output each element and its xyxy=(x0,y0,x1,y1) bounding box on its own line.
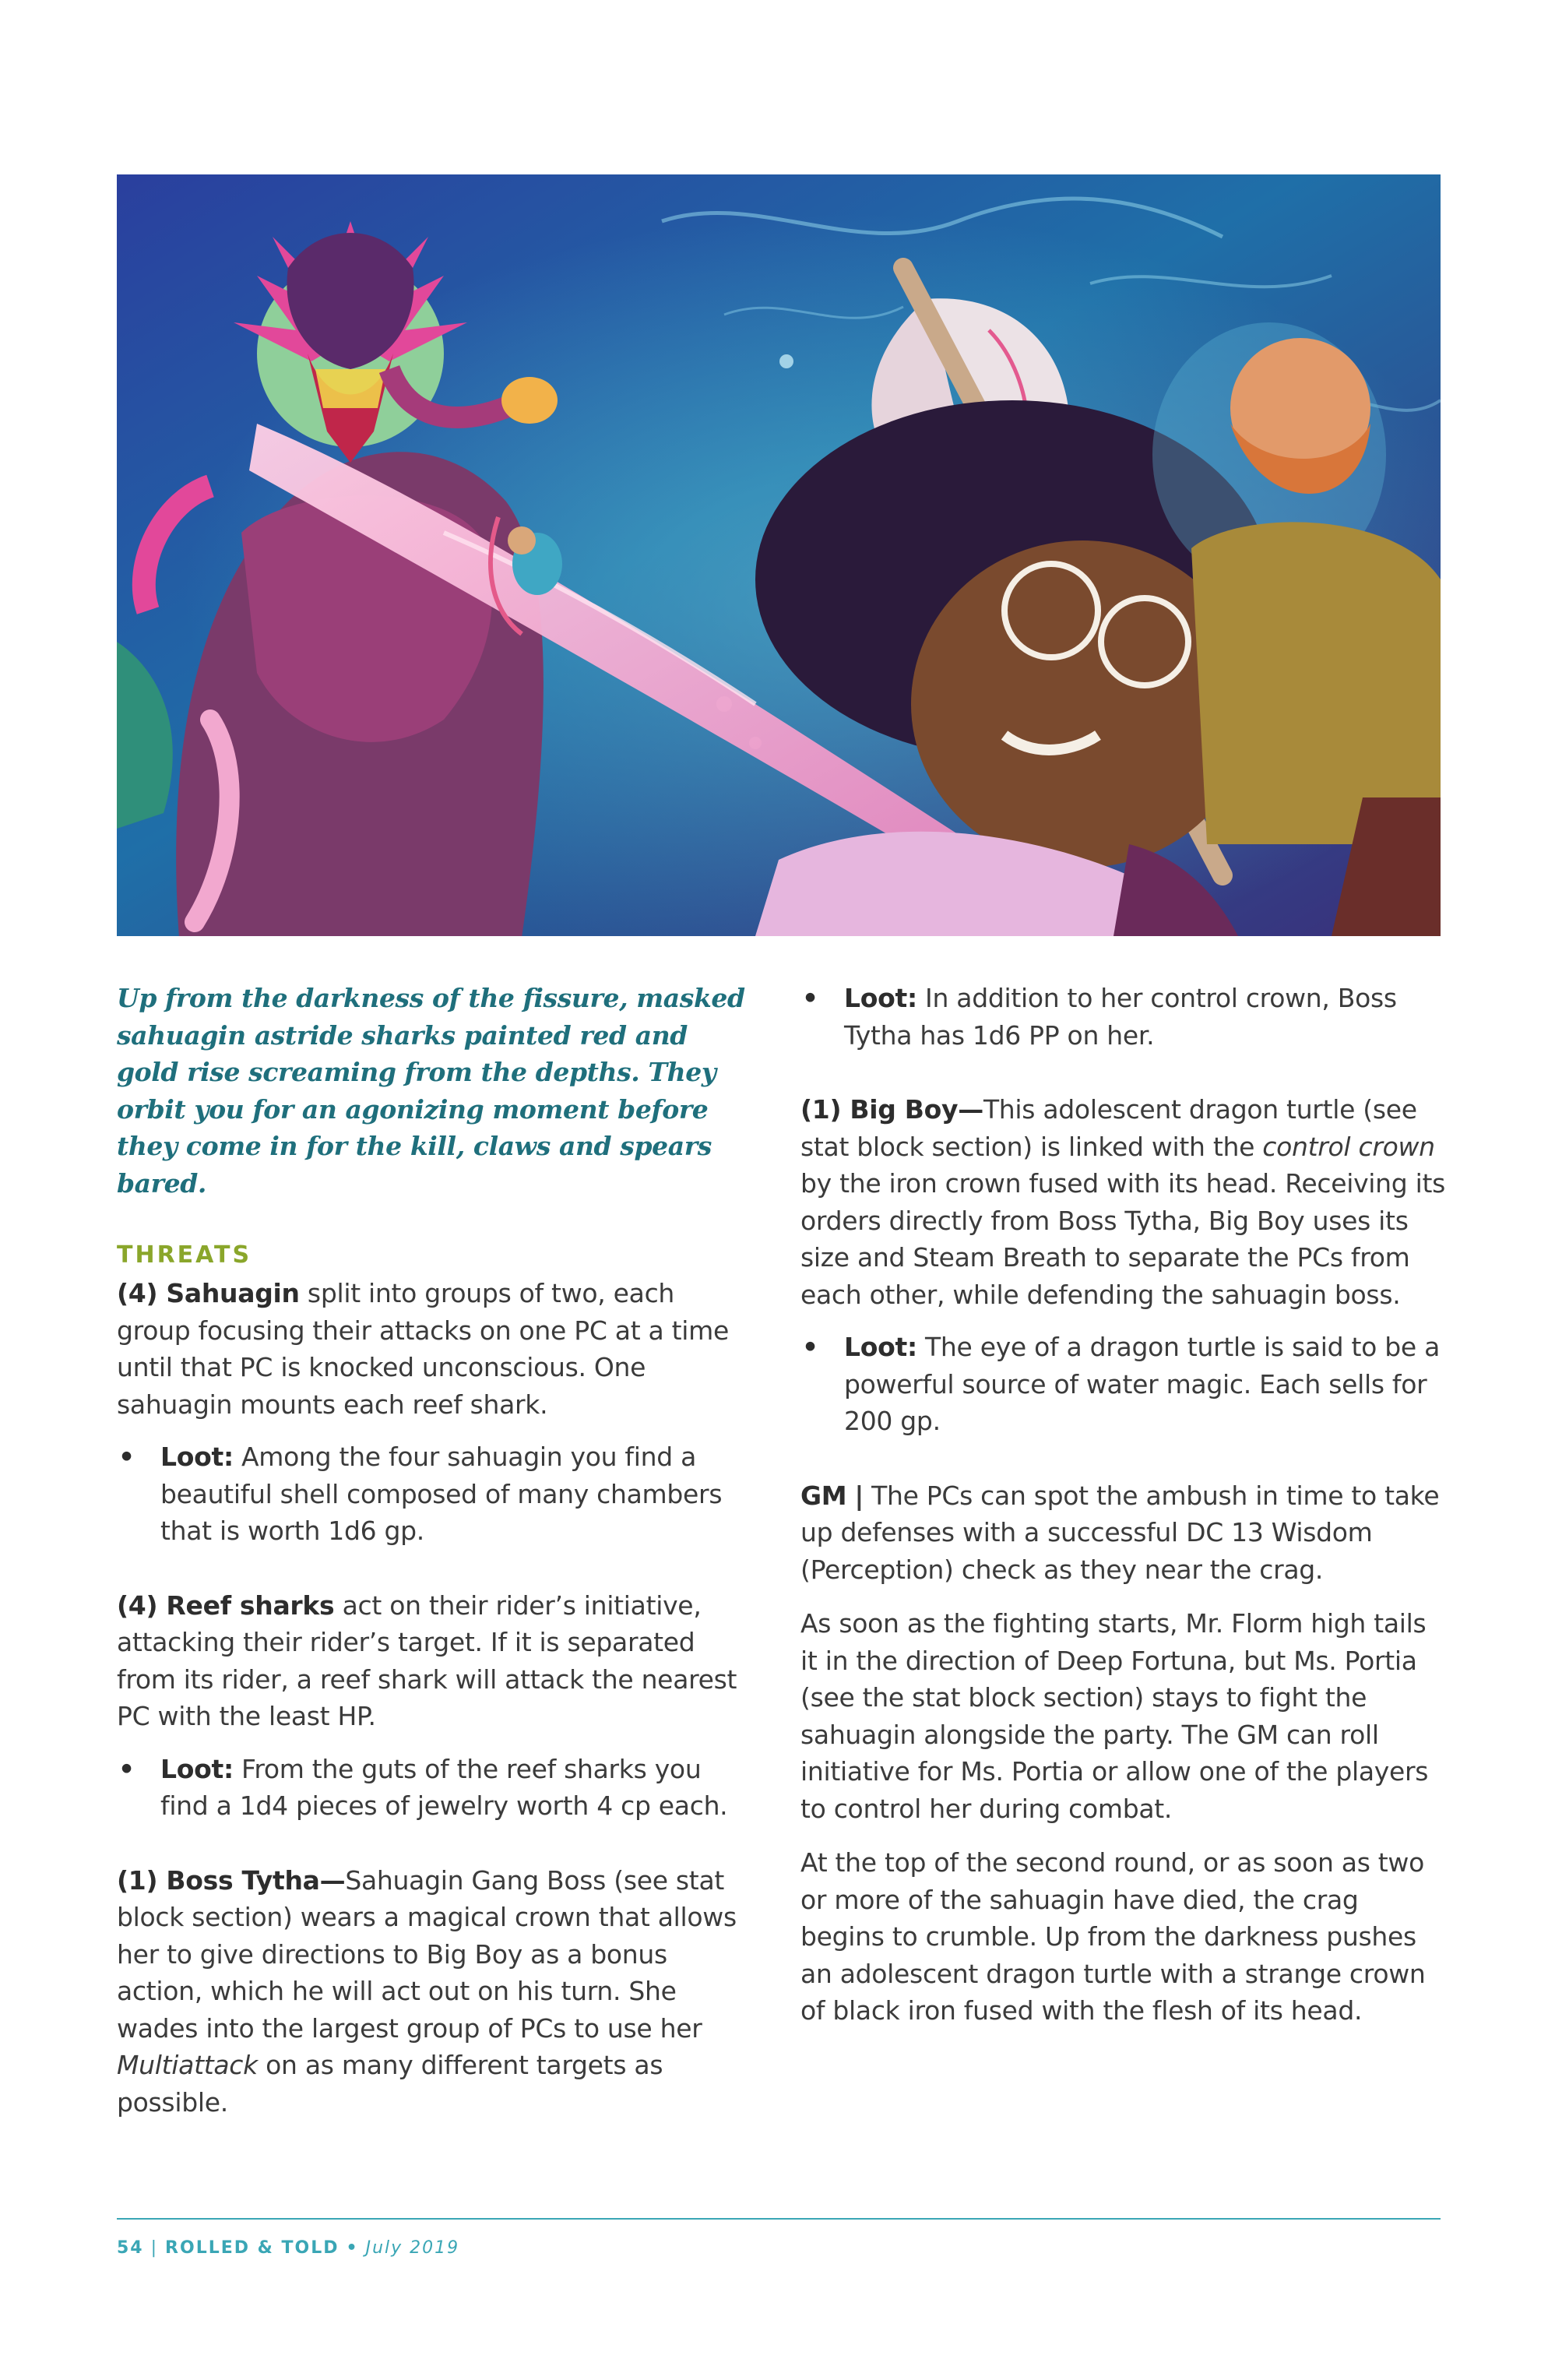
threats-heading: THREATS xyxy=(117,1241,252,1269)
right-column xyxy=(800,980,1447,2030)
boss-tytha-paragraph xyxy=(117,1862,755,2121)
issue-date: July 2019 xyxy=(365,2238,460,2258)
sahuagin-label: (4) Sahuagin xyxy=(117,1278,300,1308)
illustration-artwork xyxy=(117,174,1441,936)
sahuagin-text: split into groups of two, each group focusing their attacks on one PC at a time until that PC is knocked unconscious. One sahuagin mounts each reef shark. xyxy=(117,1278,729,1420)
read-aloud-text: Up from the darkness of the fissure, masked sahuagin astride sharks painted red and gold rise screaming from the depths. They orbit you for an agonizing moment before they come in for the kill, claws and spears bared. xyxy=(117,983,745,1199)
footer-separator: | xyxy=(150,2238,159,2258)
reef-sharks-label: (4) Reef sharks xyxy=(117,1590,335,1621)
loot-text: From the guts of the reef sharks you find a 1d4 pieces of jewelry worth 4 cp each. xyxy=(160,1753,728,1821)
big-boy-text-a: This adolescent dragon turtle (see stat block section) is linked with the xyxy=(800,1094,1417,1162)
boss-tytha-loot-list xyxy=(800,980,1447,1054)
control-crown-term: control crown xyxy=(1262,1131,1435,1162)
footer-bullet: • xyxy=(346,2238,359,2258)
loot-text: The eye of a dragon turtle is said to be a powerful source of water magic. Each sells for 200 gp. xyxy=(844,1332,1440,1436)
gm-label: GM xyxy=(800,1480,847,1511)
big-boy-loot-item xyxy=(800,1329,1447,1440)
big-boy-paragraph xyxy=(800,1091,1447,1313)
gm-paragraph-1 xyxy=(800,1477,1447,1589)
big-boy-loot-list xyxy=(800,1329,1447,1440)
boss-tytha-text-a: Sahuagin Gang Boss (see stat block section) wears a magical crown that allows her to give directions to Big Boy as a bonus action, which he will act out on his turn. She wades into the largest group of PCs to use her xyxy=(117,1864,737,2044)
gm-paragraph-2: As soon as the fighting starts, Mr. Florm high tails it in the direction of Deep Fortuna, but Ms. Portia (see the stat block section) stays to fight the sahuagin alongside the party. The GM can roll initiative for Ms. Portia or allow one of the players to control her during combat. xyxy=(800,1608,1429,1824)
loot-text: In addition to her control crown, Boss Tytha has 1d6 PP on her. xyxy=(844,983,1397,1051)
loot-text: Among the four sahuagin you find a beautiful shell composed of many chambers that is worth 1d6 gp. xyxy=(160,1442,723,1546)
footer-rule xyxy=(117,2218,1441,2220)
loot-label: Loot: xyxy=(844,983,917,1013)
reef-sharks-loot-list xyxy=(117,1751,755,1825)
publication-name: ROLLED & TOLD xyxy=(165,2238,340,2258)
sahuagin-paragraph xyxy=(117,1275,755,1423)
reef-sharks-text: act on their rider’s initiative, attacking their rider’s target. If it is separated from its rider, a reef shark will attack the nearest PC with the least HP. xyxy=(117,1590,737,1731)
big-boy-text-b: by the iron crown fused with its head. Receiving its orders directly from Boss Tytha, Big Boy uses its size and Steam Breath to separate the PCs from each other, while defending the sahuagin boss. xyxy=(800,1168,1446,1310)
loot-label: Loot: xyxy=(844,1332,917,1362)
reef-sharks-loot-item xyxy=(117,1751,755,1825)
gm-text-1: The PCs can spot the ambush in time to take up defenses with a successful DC 13 Wisdom (Perception) check as they near the crag. xyxy=(800,1480,1440,1585)
boss-tytha-label: (1) Boss Tytha— xyxy=(117,1864,346,1896)
left-column xyxy=(117,980,755,2121)
gm-separator: | xyxy=(854,1480,864,1511)
big-boy-label: (1) Big Boy— xyxy=(800,1094,983,1125)
loot-label: Loot: xyxy=(160,1442,234,1472)
boss-tytha-loot-item xyxy=(800,980,1447,1054)
loot-label: Loot: xyxy=(160,1753,234,1784)
page-number: 54 xyxy=(117,2238,144,2258)
sahuagin-loot-item xyxy=(117,1438,755,1550)
gm-paragraph-3: At the top of the second round, or as soon as two or more of the sahuagin have died, the crag begins to crumble. Up from the darkness pushes an adolescent dragon turtle with a strange crown of black iron fused with the flesh of its head. xyxy=(800,1847,1426,2026)
sahuagin-loot-list xyxy=(117,1438,755,1550)
boss-tytha-text-b: on as many different targets as possible. xyxy=(117,2050,663,2118)
underwater-battle-illustration xyxy=(117,174,1441,936)
multiattack-term: Multiattack xyxy=(117,2050,258,2080)
reef-sharks-paragraph xyxy=(117,1587,755,1735)
page-footer xyxy=(117,2238,459,2258)
